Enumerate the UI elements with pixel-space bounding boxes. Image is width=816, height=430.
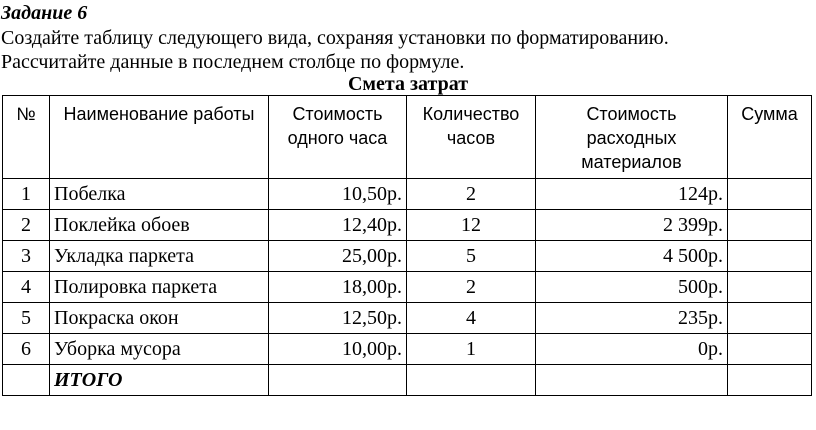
row-hourly-rate: 10,50р. — [269, 179, 407, 210]
row-work-name: Полировка паркета — [50, 272, 269, 303]
table-row — [3, 272, 812, 303]
row-hours: 12 — [407, 210, 536, 241]
estimate-table — [2, 95, 812, 396]
row-hourly-rate: 10,00р. — [269, 334, 407, 365]
table-row — [3, 179, 812, 210]
header-number: № — [3, 96, 50, 179]
total-number-cell — [3, 365, 50, 396]
row-hours: 2 — [407, 179, 536, 210]
header-materials-cost: Стоимость расходных материалов — [536, 96, 728, 179]
total-sum-cell — [728, 365, 812, 396]
row-sum — [728, 210, 812, 241]
row-sum — [728, 334, 812, 365]
row-number: 2 — [3, 210, 50, 241]
row-materials-cost: 500р. — [536, 272, 728, 303]
row-hours: 2 — [407, 272, 536, 303]
row-sum — [728, 303, 812, 334]
row-sum — [728, 272, 812, 303]
table-total-row — [3, 365, 812, 396]
row-work-name: Покраска окон — [50, 303, 269, 334]
row-hourly-rate: 18,00р. — [269, 272, 407, 303]
header-work-name: Наименование работы — [50, 96, 269, 179]
total-materials-cell — [536, 365, 728, 396]
row-work-name: Поклейка обоев — [50, 210, 269, 241]
header-hours: Количество часов — [407, 96, 536, 179]
row-hourly-rate: 25,00р. — [269, 241, 407, 272]
row-hourly-rate: 12,50р. — [269, 303, 407, 334]
header-sum: Сумма — [728, 96, 812, 179]
table-row — [3, 334, 812, 365]
task-instruction-1: Создайте таблицу следующего вида, сохраняя установки по форматированию. — [1, 27, 669, 49]
row-sum — [728, 241, 812, 272]
table-row — [3, 241, 812, 272]
total-hours-cell — [407, 365, 536, 396]
row-hours: 4 — [407, 303, 536, 334]
header-hourly-rate: Стоимость одного часа — [269, 96, 407, 179]
total-rate-cell — [269, 365, 407, 396]
row-number: 3 — [3, 241, 50, 272]
row-materials-cost: 0р. — [536, 334, 728, 365]
row-materials-cost: 235р. — [536, 303, 728, 334]
row-number: 6 — [3, 334, 50, 365]
row-hourly-rate: 12,40р. — [269, 210, 407, 241]
total-label: ИТОГО — [50, 365, 269, 396]
row-work-name: Уборка мусора — [50, 334, 269, 365]
table-row — [3, 303, 812, 334]
row-number: 1 — [3, 179, 50, 210]
row-work-name: Побелка — [50, 179, 269, 210]
row-materials-cost: 2 399р. — [536, 210, 728, 241]
table-caption: Смета затрат — [347, 73, 469, 95]
table-row — [3, 210, 812, 241]
row-materials-cost: 4 500р. — [536, 241, 728, 272]
row-hours: 5 — [407, 241, 536, 272]
row-number: 5 — [3, 303, 50, 334]
row-materials-cost: 124р. — [536, 179, 728, 210]
task-title: Задание 6 — [1, 2, 88, 24]
task-instruction-2: Рассчитайте данные в последнем столбце по формуле. — [1, 51, 465, 73]
row-number: 4 — [3, 272, 50, 303]
row-work-name: Укладка паркета — [50, 241, 269, 272]
row-hours: 1 — [407, 334, 536, 365]
table-header-row — [3, 96, 812, 179]
row-sum — [728, 179, 812, 210]
